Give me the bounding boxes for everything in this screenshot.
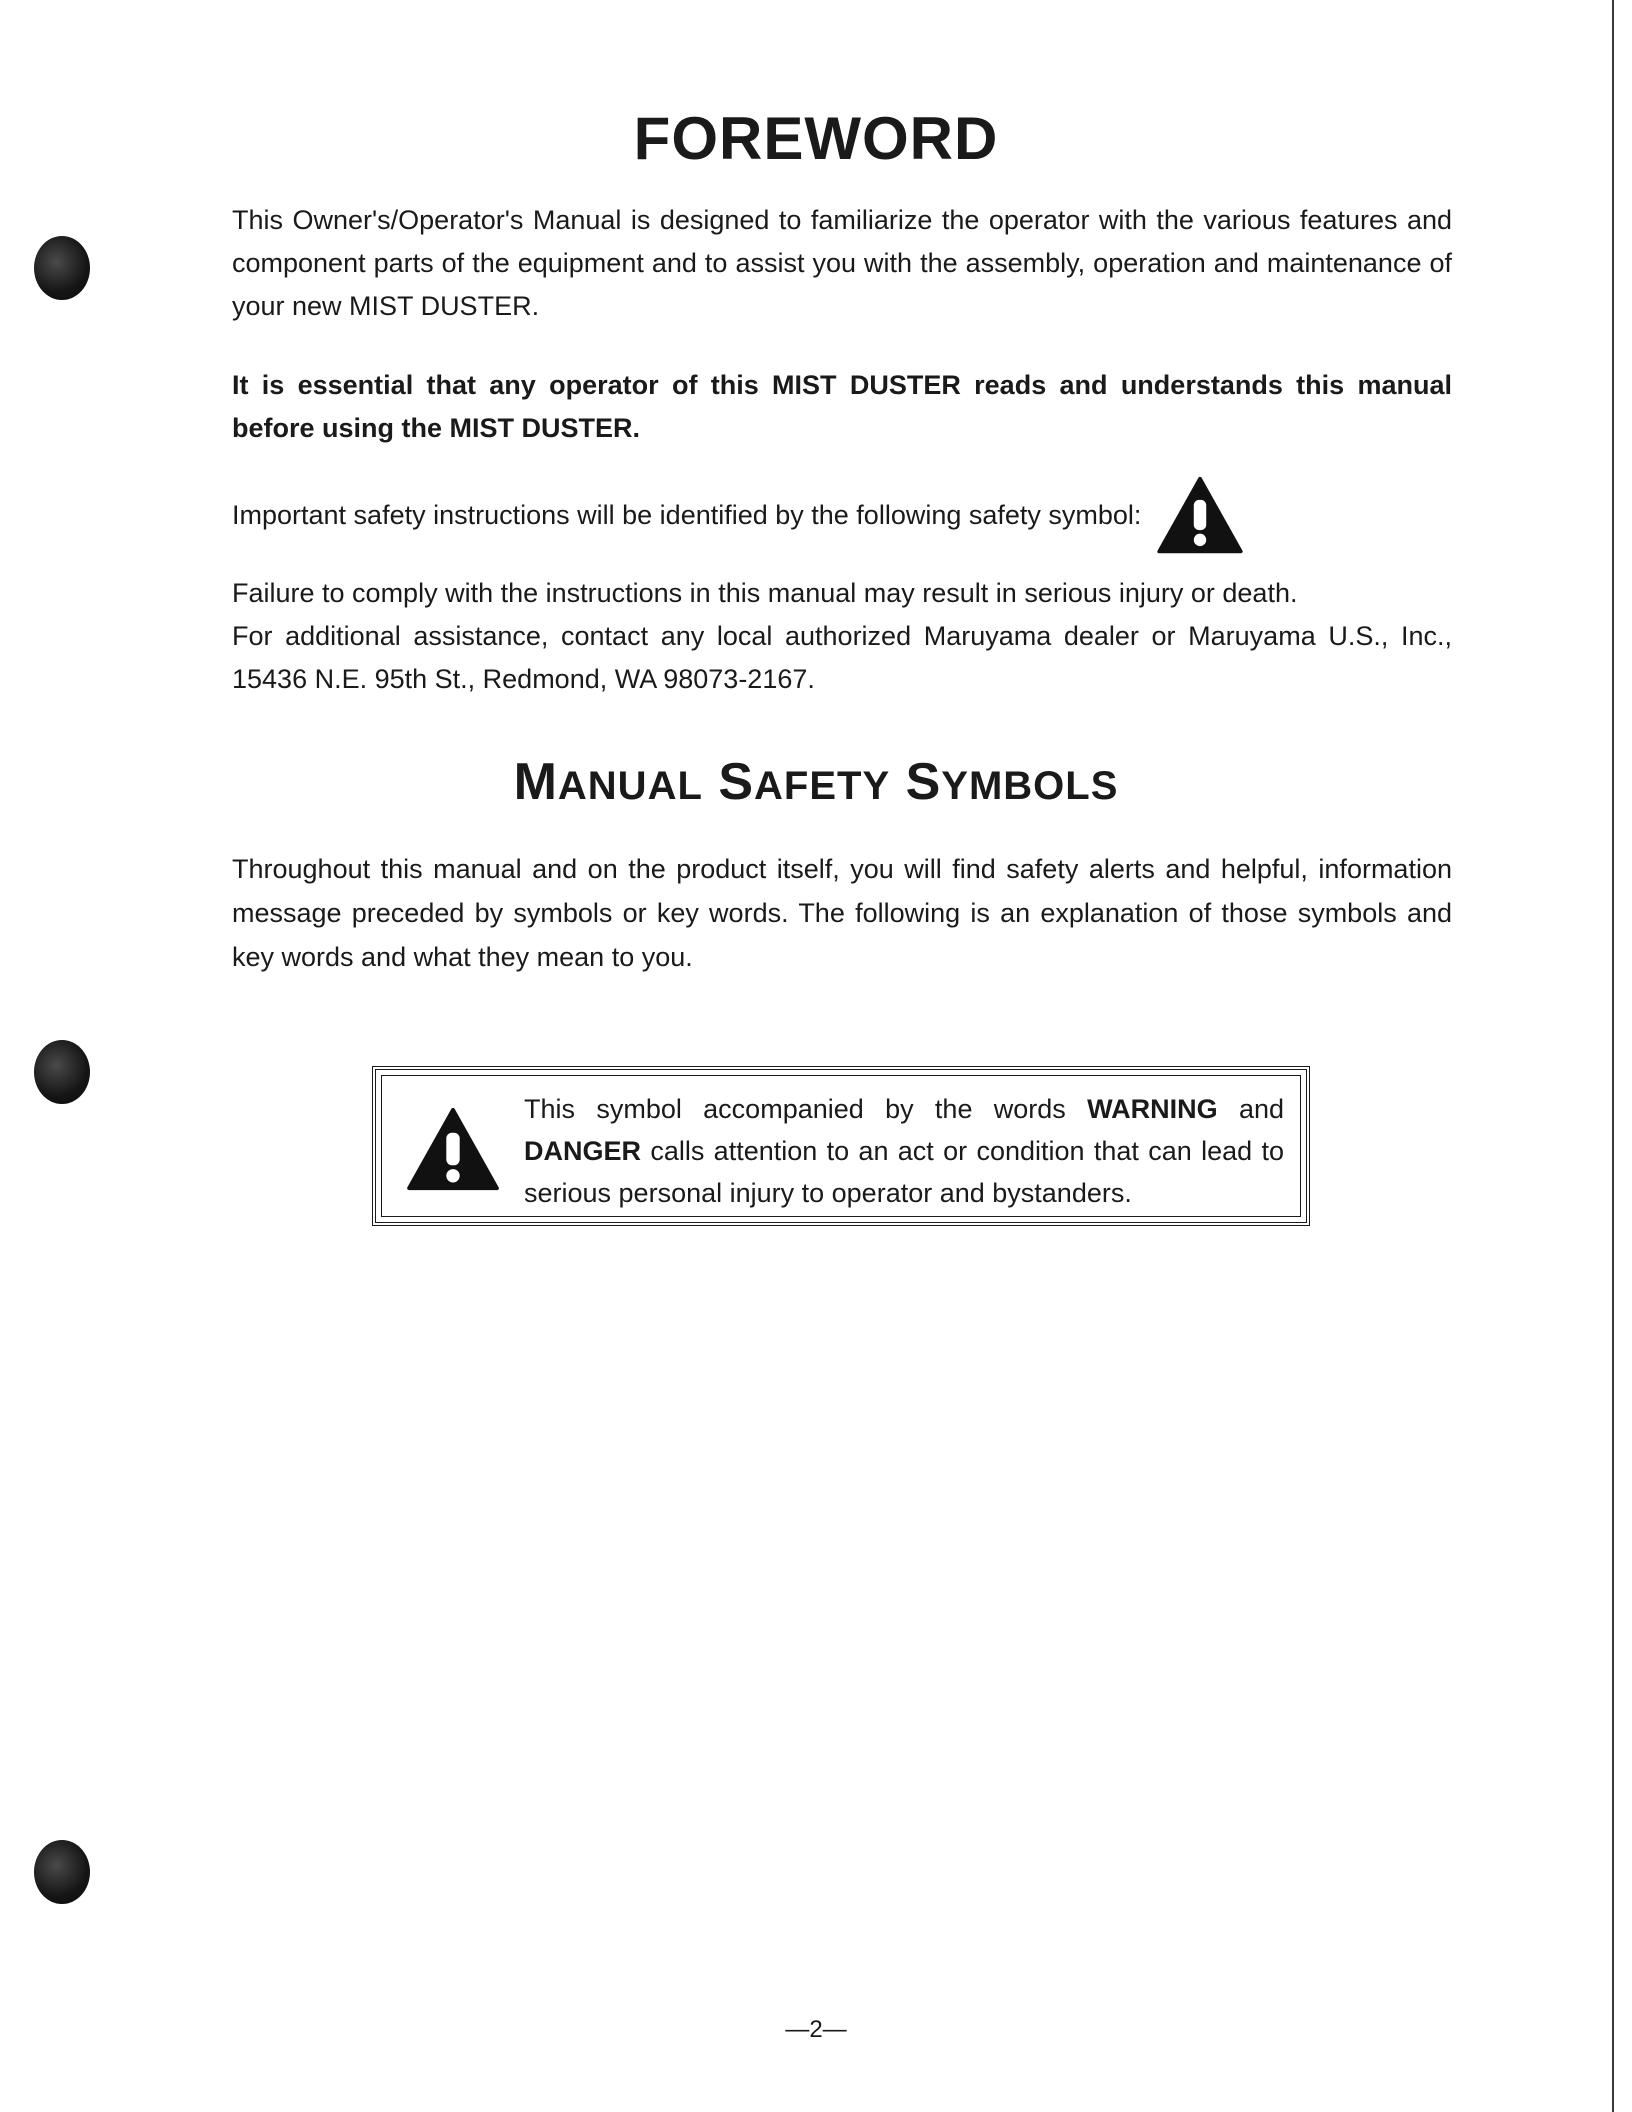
title-word-3: SYMBOLS: [905, 753, 1119, 811]
warning-explanation-text: This symbol accompanied by the words WARNING and DANGER calls attention to an act or condition that can lead to serious personal injury to operator and bystanders.: [524, 1094, 1284, 1208]
page-number: —2—: [785, 2016, 847, 2043]
safety-symbol-intro: Important safety instructions will be identified by the following safety symbol:: [232, 499, 1142, 530]
warning-triangle-icon: [404, 1106, 502, 1192]
safety-symbol-line: [232, 475, 1245, 555]
foreword-title: FOREWORD: [633, 105, 999, 172]
foreword-failure-warning: Failure to comply with the instructions in this manual may result in serious injury or death.: [232, 578, 1298, 608]
foreword-intro: This Owner's/Operator's Manual is designed to familiarize the operator with the various features and component parts of the equipment and to assist you with the assembly, operation and maintenance of your new MIST DUSTER.: [232, 205, 1452, 321]
danger-keyword: DANGER: [524, 1136, 642, 1166]
warning-explanation-box: [372, 1066, 1310, 1226]
warning-keyword: WARNING: [1087, 1094, 1218, 1124]
punch-hole-middle: [34, 1040, 90, 1104]
title-word-2: SAFETY: [718, 753, 891, 811]
foreword-essential-note: It is essential that any operator of this MIST DUSTER reads and understands this manual before using the MIST DUSTER.: [232, 370, 1452, 443]
foreword-contact-info: For additional assistance, contact any local authorized Maruyama dealer or Maruyama U.S., Inc., 15436 N.E. 95th St., Redmond, WA 98073-2167.: [232, 621, 1452, 694]
punch-hole-top: [34, 236, 90, 300]
page-edge-line: [1612, 0, 1614, 2112]
manual-safety-symbols-title: [0, 752, 1632, 812]
safety-symbols-intro: Throughout this manual and on the product itself, you will find safety alerts and helpful, information message preceded by symbols or key words. The following is an explanation of those symbols and key words and what they mean to you.: [232, 854, 1452, 972]
title-word-1: MANUAL: [513, 753, 703, 811]
punch-hole-bottom: [34, 1840, 90, 1904]
warning-triangle-icon: [1155, 475, 1245, 555]
